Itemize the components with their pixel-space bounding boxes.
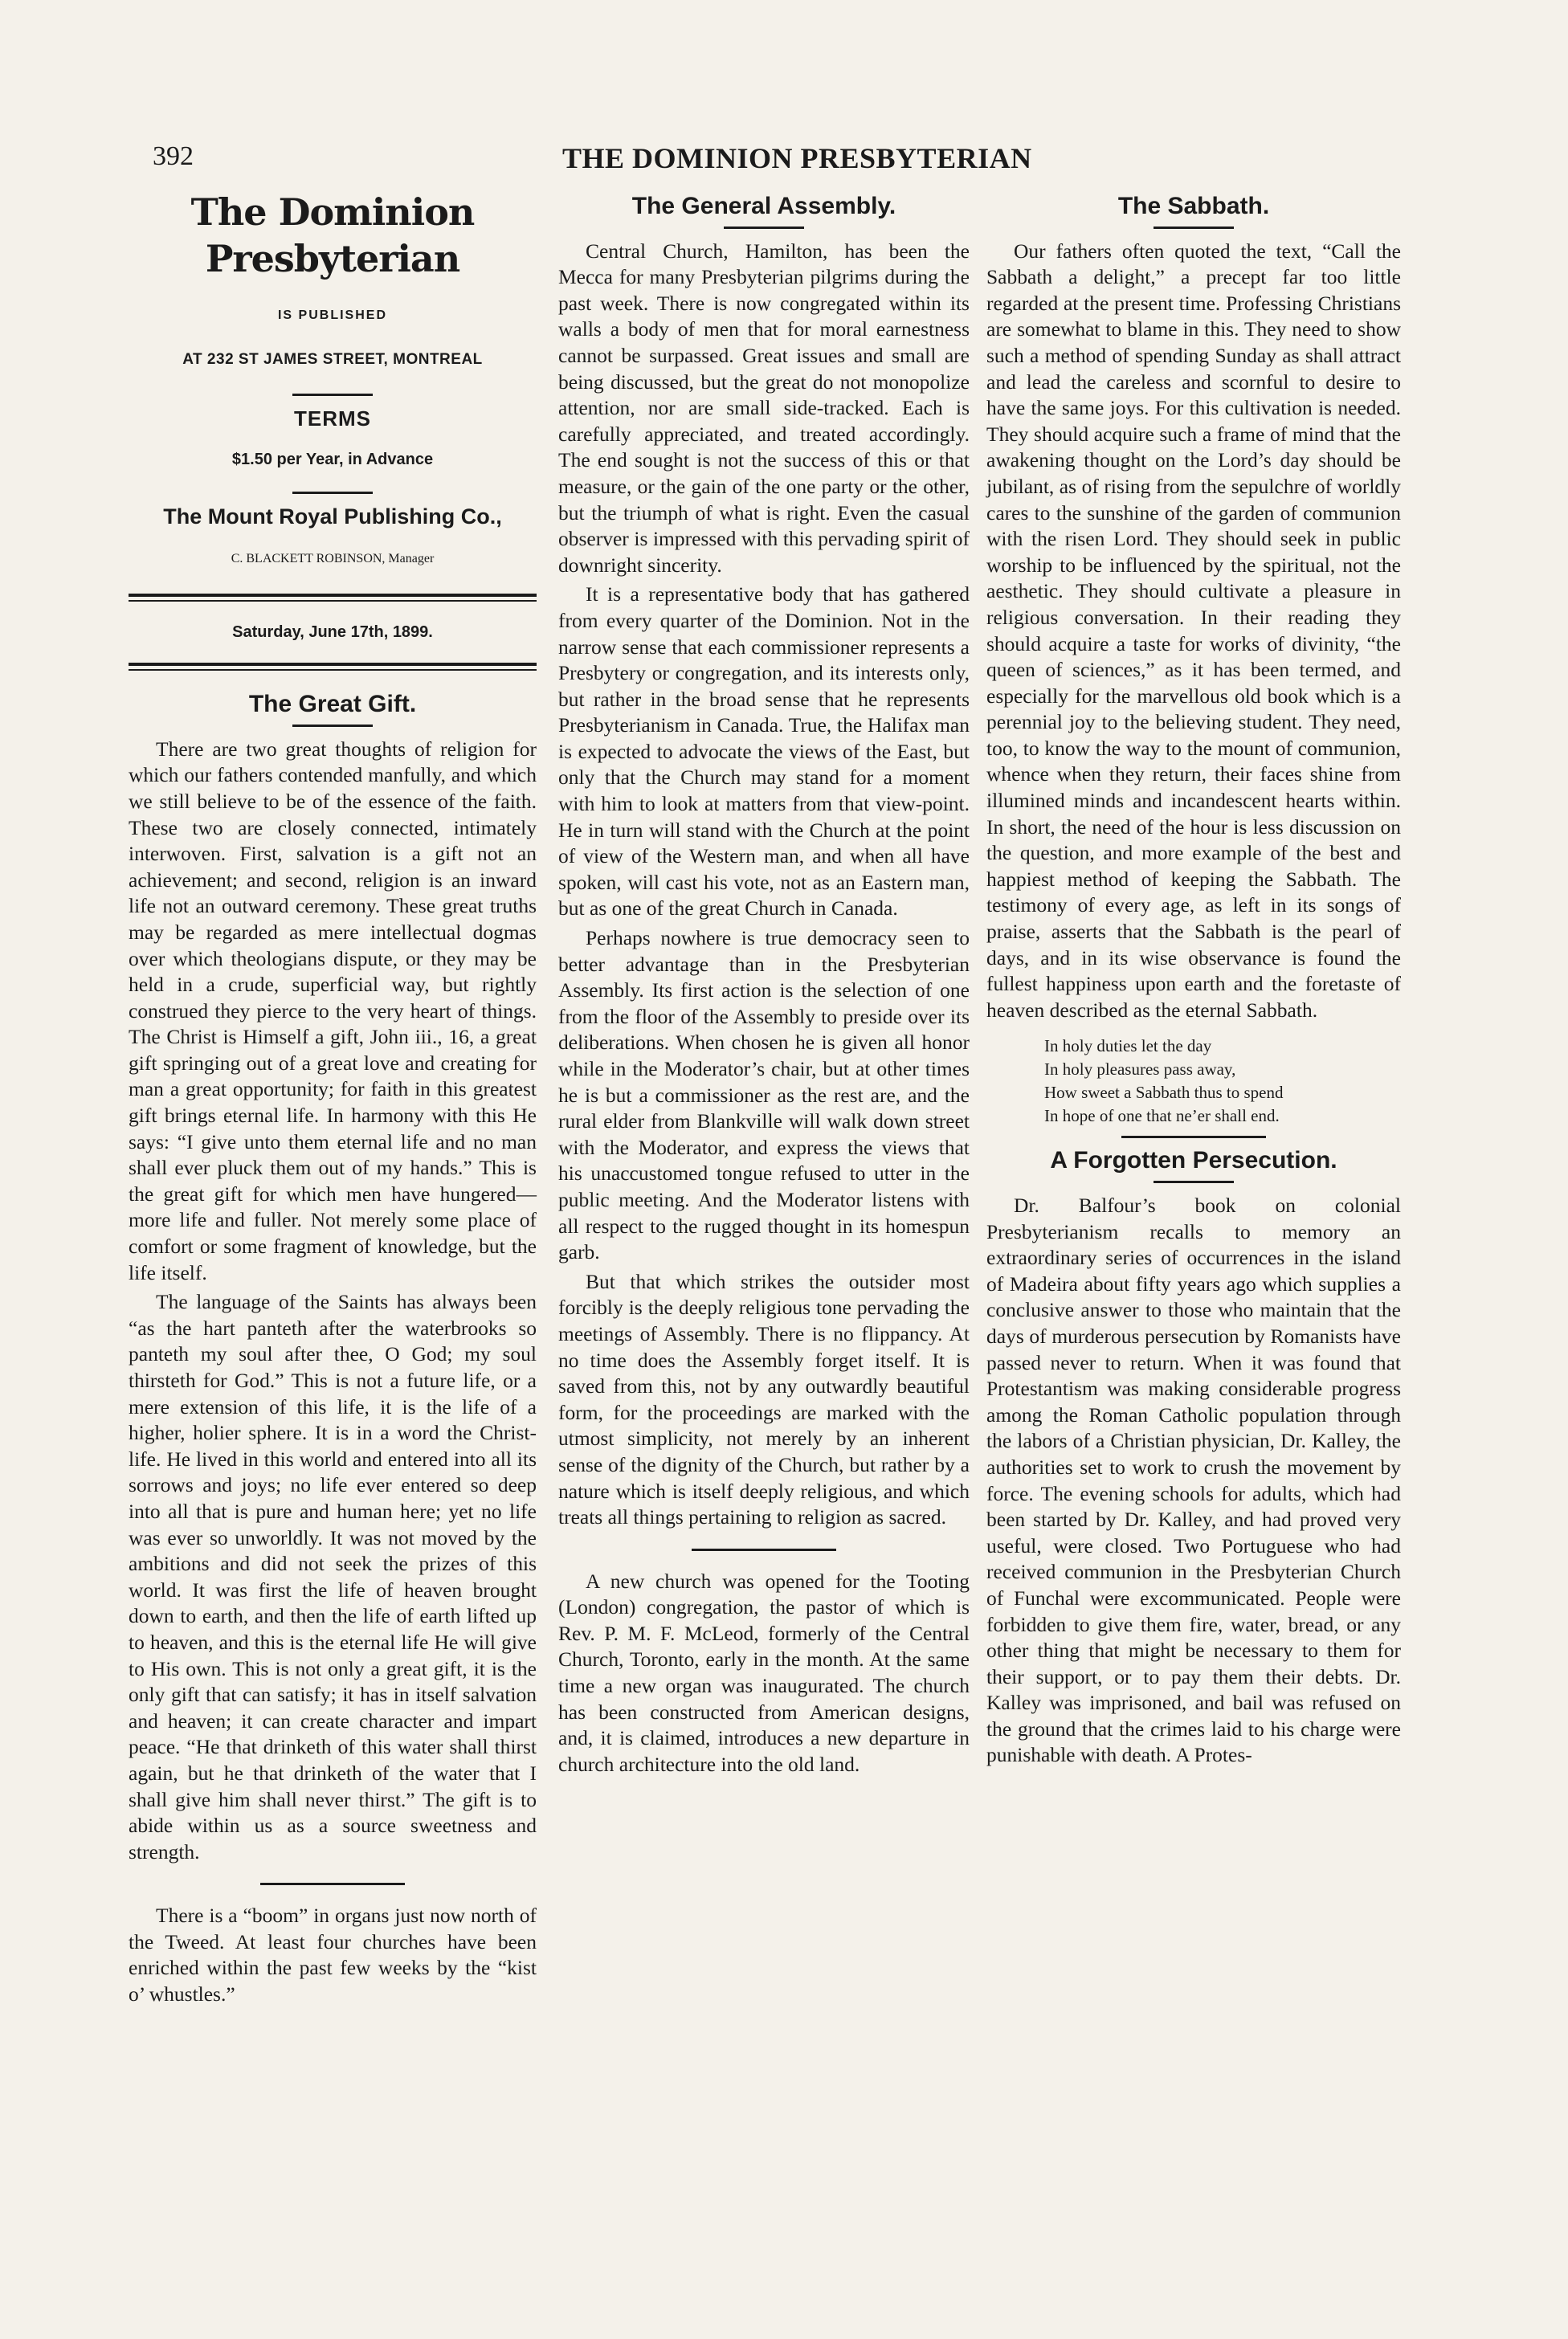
masthead-rule (292, 394, 373, 396)
heading-rule (1154, 1181, 1234, 1183)
poem-line: How sweet a Sabbath thus to spend (1044, 1083, 1284, 1103)
persecution-paragraph: Dr. Balfour’s book on colonial Presbyterianism recalls to memory an extraordinary series of occurrences in the island of Madeira about fifty years ago which supplies a conclusive answer to those who maintain that the days of murderous persecution by Romanists have passed never to return. When it was found that Protestantism was making considerable progress among the Roman Catholic population through the labors of a Christian physician, Dr. Kalley, the authorities set to work to crush the movement by force. The evening schools for adults, which had been started by Dr. Kalley, and had proved very useful, were closed. Two Portuguese who had received communion in the Presbyterian Church of Funchal were excommunicated. People were forbidden to give them fire, water, bread, or any other thing that might be necessary to them for their support, or to pay them their debts. Dr. Kalley was imprisoned, and bail was refused on the ground that the crimes laid to his charge were punishable with death. A Protes- (986, 1194, 1401, 1767)
heading-rule (1154, 227, 1234, 229)
masthead-date: Saturday, June 17th, 1899. (232, 623, 433, 641)
general-assembly-heading: The General Assembly. (631, 193, 896, 219)
persecution-heading: A Forgotten Persecution. (1050, 1147, 1337, 1174)
masthead-title: The Dominion Presbyterian (190, 190, 475, 280)
column-middle (558, 189, 970, 1778)
column-right (986, 189, 1401, 1769)
heading-rule (724, 227, 804, 229)
poem-line: In hope of one that ne’er shall end. (1044, 1106, 1280, 1126)
running-title: THE DOMINION PRESBYTERIAN (562, 142, 1032, 174)
sabbath-heading: The Sabbath. (1117, 193, 1270, 219)
poem-line: In holy pleasures pass away, (1044, 1059, 1236, 1080)
running-head (0, 137, 1568, 185)
masthead-double-rule (129, 663, 537, 671)
masthead-published-line: IS PUBLISHED (277, 308, 387, 322)
great-gift-heading: The Great Gift. (248, 691, 417, 718)
great-gift-paragraph: There are two great thoughts of religion for which our fathers contended manfully, and which we still believe to be of the essence of the faith. These two are closely connected, intimately interwoven. First, salvation is a gift not an achievement; and second, religion is an inward life not an outward ceremony. These great truths may be regarded as mere intellectual dogmas over which theologians dispute, or they may be held in a crude, superficial way, but rightly construed they pierce to the very heart of things. The Christ is Himself a gift, John iii., 16, a great gift springing out of a great love and creating for man a great opportunity; for faith in this greatest gift brings eternal life. In harmony with this He says: “I give unto them eternal life and no man shall ever pluck them out of my hands.” This is the great gift for which men have hungered—more life and fuller. Not merely some place of comfort or some fragment of knowledge, but the life itself. (129, 737, 537, 1284)
page-number: 392 (153, 141, 194, 171)
section-separator (260, 1883, 405, 1885)
masthead-price: $1.50 per Year, in Advance (231, 450, 434, 468)
sabbath-poem (1044, 1035, 1401, 1128)
new-church-note: A new church was opened for the Tooting (London) congregation, the pastor of which is Rev. P. M. F. McLeod, formerly of the Central Church, Toronto, early in the month. At the same time a new organ was inaugurated. The church has been constructed from American designs, and, it is claimed, introduces a new departure in church architecture into the old land. (558, 1569, 970, 1776)
masthead-rule (292, 492, 373, 494)
heading-rule (292, 725, 373, 727)
masthead-address: AT 232 ST JAMES STREET, MONTREAL (182, 350, 483, 368)
section-separator (692, 1549, 836, 1551)
sabbath-paragraph: Our fathers often quoted the text, “Call the Sabbath a delight,” a precept far too little regarded at the present time. Professing Christians are somewhat to blame in this. They need to show such a method of spending Sunday as shall attract and lead the careless and scornful to desire to have the same joys. For this cultivation is needed. They should acquire such a frame of mind that the awakening thought on the Lord’s day should be jubilant, as of rising from the sepulchre of worldly cares to the sunshine of the garden of communion with the risen Lord. They should seek in public worship to be influenced by the spiritual, not the aesthetic. They should cultivate a pleasure in religious conversation. In their reading they should acquire a taste for works of divinity, “the queen of sciences,” as it has been termed, and especially for the marvellous old book which is a perennial joy to the believing student. They need, too, to know the way to the mount of communion, whence when they return, their faces shine from illumined minds and incandescent hearts within. In short, the need of the hour is less discussion on the question, and more example of the best and happiest method of keeping the Sabbath. The testimony of every age, as left in its songs of praise, asserts that the Sabbath is the pearl of days, and in its wise observance is found the fullest happiness upon earth and the foretaste of heaven described as the eternal Sabbath. (986, 239, 1401, 1022)
general-assembly-paragraph: It is a representative body that has gathered from every quarter of the Dominion. Not in the narrow sense that each commissioner represents a Presbytery or congregation, and its interests only, but rather in the broad sense that he represents Presbyterianism in Canada. True, the Halifax man is expected to advocate the views of the East, but only that the Church may stand for a moment with him to look at matters from that view-point. He in turn will stand with the Church at the point of view of the Western man, and when all have spoken, will cast his vote, not as an Eastern man, but as one of the great Church in Canada. (558, 582, 970, 920)
masthead-company: The Mount Royal Publishing Co., (163, 504, 502, 529)
masthead-double-rule (129, 594, 537, 602)
organs-note: There is a “boom” in organs just now north of the Tweed. At least four churches have been enriched within the past few weeks by the “kist o’ whustles.” (129, 1904, 537, 2006)
poem-line: In holy duties let the day (1044, 1036, 1212, 1056)
masthead-terms-label: TERMS (294, 406, 371, 431)
general-assembly-paragraph: Central Church, Hamilton, has been the Mecca for many Presbyterian pilgrims during the past week. There is now congregated within its walls a body of men that for moral earnestness cannot be surpassed. Great issues and small are being discussed, but the great do not monopolize attention, nor are small side-tracked. Each is carefully appreciated, and treated accordingly. The end sought is not the success of this or that measure, or the gain of the one party or the other, but the triumph of what is right. Even the casual observer is impressed with this pervading spirit of downright sincerity. (558, 239, 970, 577)
general-assembly-paragraph: Perhaps nowhere is true democracy seen to better advantage than in the Presbyterian Assembly. Its first action is the selection of one from the floor of the Assembly to preside over its deliberations. When chosen he is given all honor while in the Moderator’s chair, but at other times he is but a commissioner as the rest are, and the rural elder from Blankville will walk down street with the Moderator, and express the views that his unaccustomed tongue refused to utter in the public meeting. And the Moderator listens with all respect to the rugged thought in its homespun garb. (558, 926, 970, 1264)
great-gift-paragraph: The language of the Saints has always been “as the hart panteth after the waterbrooks so panteth my soul after thee, O God; my soul thirsteth for God.” This is not a future life, or a mere extension of this life, it is the life of a higher, holier sphere. It is in a word the Christ-life. He lived in this world and entered into all its sorrows and joys; no life ever entered so deep into all that is pure and human here; yet no life was ever so unworldly. It was not moved by the ambitions and did not seek the prizes of this world. It was first the life of heaven brought down to earth, and then the life of earth lifted up to heaven, and this is the eternal life He will give to His own. This is not only a great gift, it is the only gift that can satisfy; it has in itself salvation and heaven; it can create character and impart peace. “He that drinketh of this water shall thirst again, but he that drinketh of the water that I shall give him shall never thirst.” The gift is to abide within us as a source sweetness and strength. (129, 1290, 537, 1863)
section-separator (1121, 1136, 1266, 1138)
column-left (129, 189, 537, 2008)
general-assembly-paragraph: But that which strikes the outsider most forcibly is the deeply religious tone pervading the meetings of Assembly. There is no flippancy. At no time does the Assembly forget itself. It is saved from this, not by any outwardly beautiful form, for the proceedings are marked with the utmost simplicity, not merely by an inherent sense of the dignity of the Church, but rather by a nature which is itself deeply religious, and which treats all things pertaining to religion as sacred. (558, 1269, 970, 1529)
masthead-manager: C. BLACKETT ROBINSON, Manager (231, 551, 435, 565)
